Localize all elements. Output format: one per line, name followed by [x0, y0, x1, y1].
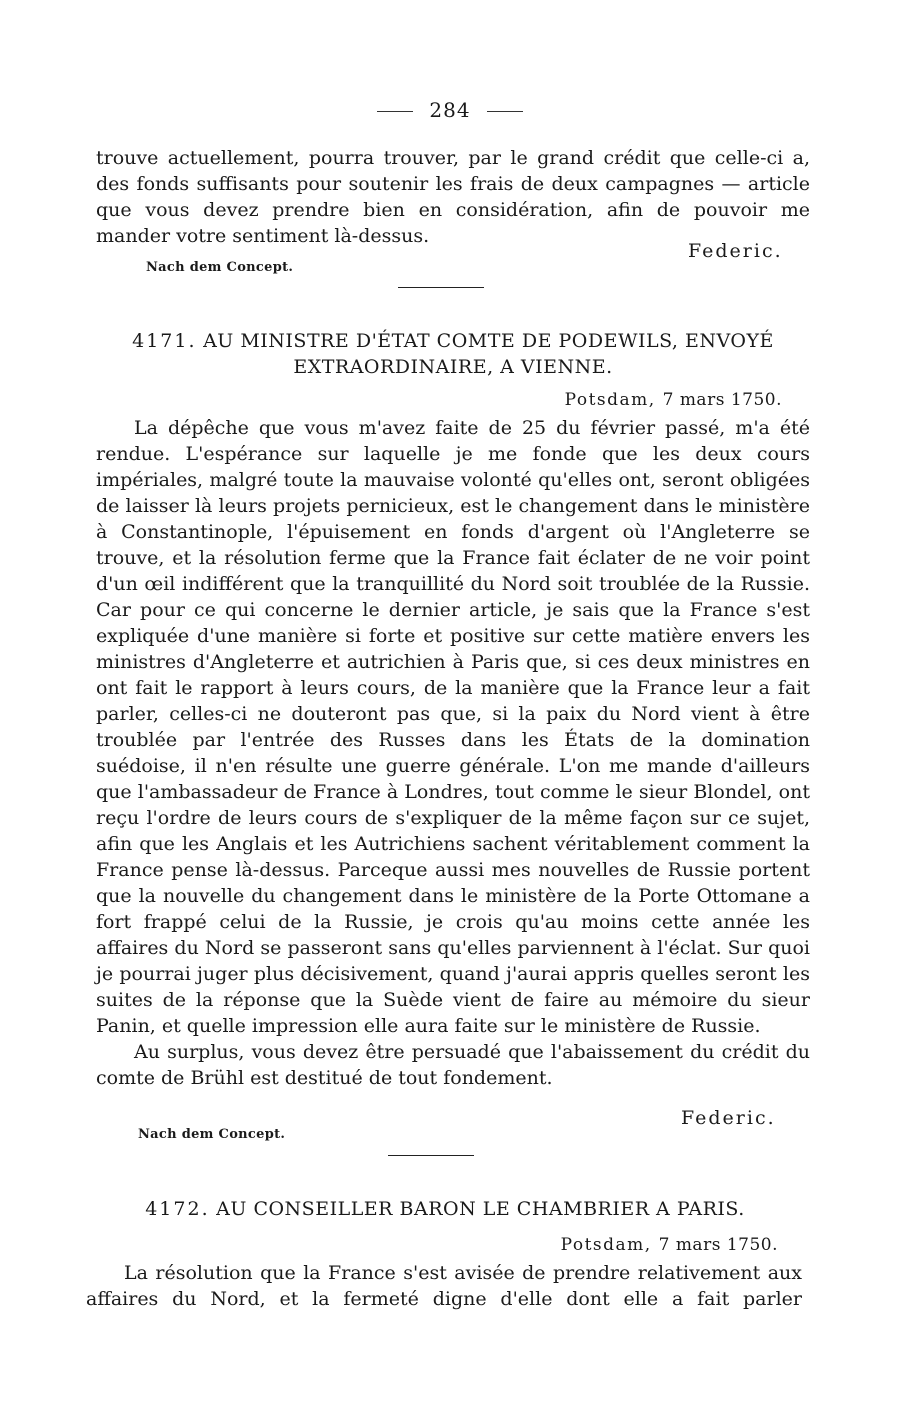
letter-4171-number: 4171.: [132, 330, 197, 352]
letter-4172-place: Potsdam,: [560, 1235, 652, 1255]
top-fragment: [96, 145, 810, 249]
letter-4172-body: [86, 1260, 802, 1312]
letter-4172-dateline: [561, 1235, 778, 1255]
letter-4171-source-note: Nach dem Concept.: [138, 1127, 286, 1142]
page-number-text: 284: [429, 98, 471, 122]
letter-4171-title: AU MINISTRE D'ÉTAT COMTE DE PODEWILS, ENVOYÉ EXTRAORDINAIRE, A VIENNE.: [203, 330, 774, 378]
letter-4172-paragraph-1: La résolution que la France s'est avisée de prendre relativement aux affaires du Nord, et la fermeté digne d'elle dont elle a fait parler: [86, 1262, 802, 1310]
letter-4172-title: AU CONSEILLER BARON LE CHAMBRIER A PARIS.: [216, 1198, 745, 1220]
page-number-dash-right: [487, 111, 523, 112]
top-fragment-signature: Federic.: [688, 240, 783, 262]
letter-4171-date: 7 mars 1750.: [662, 390, 782, 410]
letter-4171-dateline: [565, 390, 782, 410]
section-divider-1: [398, 287, 484, 288]
letter-4172-date: 7 mars 1750.: [658, 1235, 778, 1255]
page-number: [0, 98, 900, 122]
page-number-dash-left: [377, 111, 413, 112]
top-fragment-paragraph: trouve actuellement, pourra trouver, par le grand crédit que celle-ci a, des fonds suffisants pour soutenir les frais de deux campagnes — article que vous devez prendre bien en considération, afin de pouvoir me mander votre sentiment là-dessus.: [96, 147, 810, 247]
section-divider-2: [388, 1155, 474, 1156]
letter-4171-place: Potsdam,: [564, 390, 656, 410]
letter-4171-paragraph-2: Au surplus, vous devez être persuadé que l'abaissement du crédit du comte de Brühl est destitué de tout fondement.: [96, 1041, 810, 1089]
letter-4171-signature: Federic.: [681, 1107, 776, 1129]
letter-4171-paragraph-1: La dépêche que vous m'avez faite de 25 du février passé, m'a été rendue. L'espérance sur laquelle je me fonde que les deux cours impériales, malgré toute la mauvaise volonté qu'elles ont, seront obligées de laisser là leurs projets pernicieux, est le changement dans le ministère à Constantinople, l'épuisement en fonds d'argent où l'Angleterre se trouve, et la résolution ferme que la France fait éclater de ne voir point d'un œil indifférent que la tranquillité du Nord soit troublée de la Russie. Car pour ce qui concerne le dernier article, je sais que la France s'est expliquée d'une manière si forte et positive sur cette matière envers les ministres d'Angleterre et autrichien à Paris que, si ces deux ministres en ont fait le rapport à leurs cours, de la manière que la France leur a fait parler, celles-ci ne douteront pas que, si la paix du Nord vient à être troublée par l'entrée des Russes dans les États de la domination suédoise, il n'en résulte une guerre générale. L'on me mande d'ailleurs que l'ambassadeur de France à Londres, tout comme le sieur Blondel, ont reçu l'ordre de leurs cours de s'expliquer de la même façon sur ce sujet, afin que les Anglais et les Autrichiens sachent véritablement comment la France pense là-dessus. Parceque aussi mes nouvelles de Russie portent que la nouvelle du changement dans le ministère de la Porte Ottomane a fort frappé celui de la Russie, je crois qu'au moins cette année les affaires du Nord se passeront sans qu'elles parviennent à l'éclat. Sur quoi je pourrai juger plus décisivement, quand j'aurai appris quelles seront les suites de la réponse que la Suède vient de faire au mémoire du sieur Panin, et quelle impression elle aura faite sur le ministère de Russie.: [96, 417, 810, 1037]
letter-4171-body: [96, 415, 810, 1091]
top-fragment-source-note: Nach dem Concept.: [146, 260, 294, 275]
letter-4172-number: 4172.: [145, 1198, 210, 1220]
letter-4171-heading: [96, 328, 810, 380]
letter-4172-heading: [110, 1196, 780, 1222]
